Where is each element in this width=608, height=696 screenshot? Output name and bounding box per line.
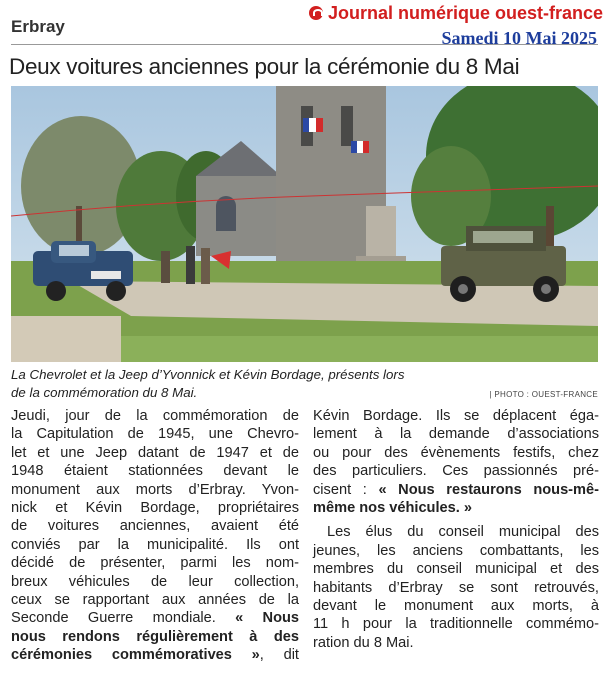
article-location: Erbray xyxy=(11,17,65,36)
body-line: de voitures anciennes, avaient été xyxy=(11,518,299,535)
body-line: nick et Kévin Bordage, propriétaires xyxy=(11,500,299,517)
caption-line: de la commémoration du 8 Mai. xyxy=(11,385,198,400)
body-line: let et une Jeep datant de 1947 et de xyxy=(11,444,299,461)
body-line: décidé de présenter, parmi les nom- xyxy=(11,555,299,572)
body-line: des particuliers. Ces passionnés pré- xyxy=(313,463,599,480)
body-text: cisent : xyxy=(313,481,367,498)
header-divider xyxy=(11,44,598,45)
body-text: Seconde Guerre mondiale. xyxy=(11,610,216,627)
publication-date: Samedi 10 Mai 2025 xyxy=(441,28,597,48)
body-line: membres du conseil municipal et des xyxy=(313,561,599,578)
body-line xyxy=(11,646,299,664)
body-line xyxy=(11,609,299,627)
ouest-france-logo-icon xyxy=(309,6,323,20)
body-line: lement à la demande d’associations xyxy=(313,426,599,443)
body-line xyxy=(313,499,599,517)
quote-text: cérémonies commémoratives » xyxy=(11,647,260,664)
body-line: Jeudi, jour de la commémoration de xyxy=(11,408,299,424)
quote-text: « Nous restaurons nous-mê- xyxy=(378,481,599,498)
body-line: ou pour des évènements festifs, chez xyxy=(313,444,599,461)
body-line xyxy=(11,628,299,646)
source-header xyxy=(253,3,603,24)
body-line xyxy=(313,481,599,499)
quote-text: nous rendons régulièrement à des xyxy=(11,628,299,645)
quote-text: « Nous xyxy=(235,610,300,627)
photo-credit: | PHOTO : OUEST-FRANCE xyxy=(489,390,598,399)
photo-illustration xyxy=(11,86,598,362)
source-name: Journal numérique ouest-france xyxy=(327,3,603,23)
body-line: Les élus du conseil municipal des xyxy=(327,524,599,541)
body-line: la Capitulation de 1945, une Chevro- xyxy=(11,426,299,443)
body-text: , dit xyxy=(259,647,299,664)
body-line: Kévin Bordage. Ils se déplacent éga- xyxy=(313,408,599,424)
photo-caption xyxy=(11,366,481,402)
article-photo xyxy=(11,86,598,362)
body-line: jeunes, les anciens combattants, les xyxy=(313,542,599,559)
caption-line: La Chevrolet et la Jeep d’Yvonnick et Kévin Bordage, présents lors xyxy=(11,367,405,382)
body-line: breux véhicules de leur collection, xyxy=(11,573,299,590)
body-line: habitants d’Erbray se sont retrouvés, xyxy=(313,579,599,596)
article-column-right xyxy=(313,407,599,652)
body-line: ration du 8 Mai. xyxy=(313,634,414,651)
article-headline: Deux voitures anciennes pour la cérémonie du 8 Mai xyxy=(9,54,520,79)
article-column-left xyxy=(11,407,299,665)
body-line: conviés par la municipalité. Ils ont xyxy=(11,536,299,553)
body-line: 1948 étaient stationnées devant le xyxy=(11,463,299,480)
quote-text: même nos véhicules. » xyxy=(313,500,472,517)
body-line: ceux se rapportant aux années de la xyxy=(11,592,299,609)
body-line: monument aux morts d’Erbray. Yvon- xyxy=(11,481,299,498)
body-line: devant le monument aux morts, à xyxy=(313,598,599,615)
body-line: 11 h pour la traditionnelle commémo- xyxy=(313,616,599,633)
